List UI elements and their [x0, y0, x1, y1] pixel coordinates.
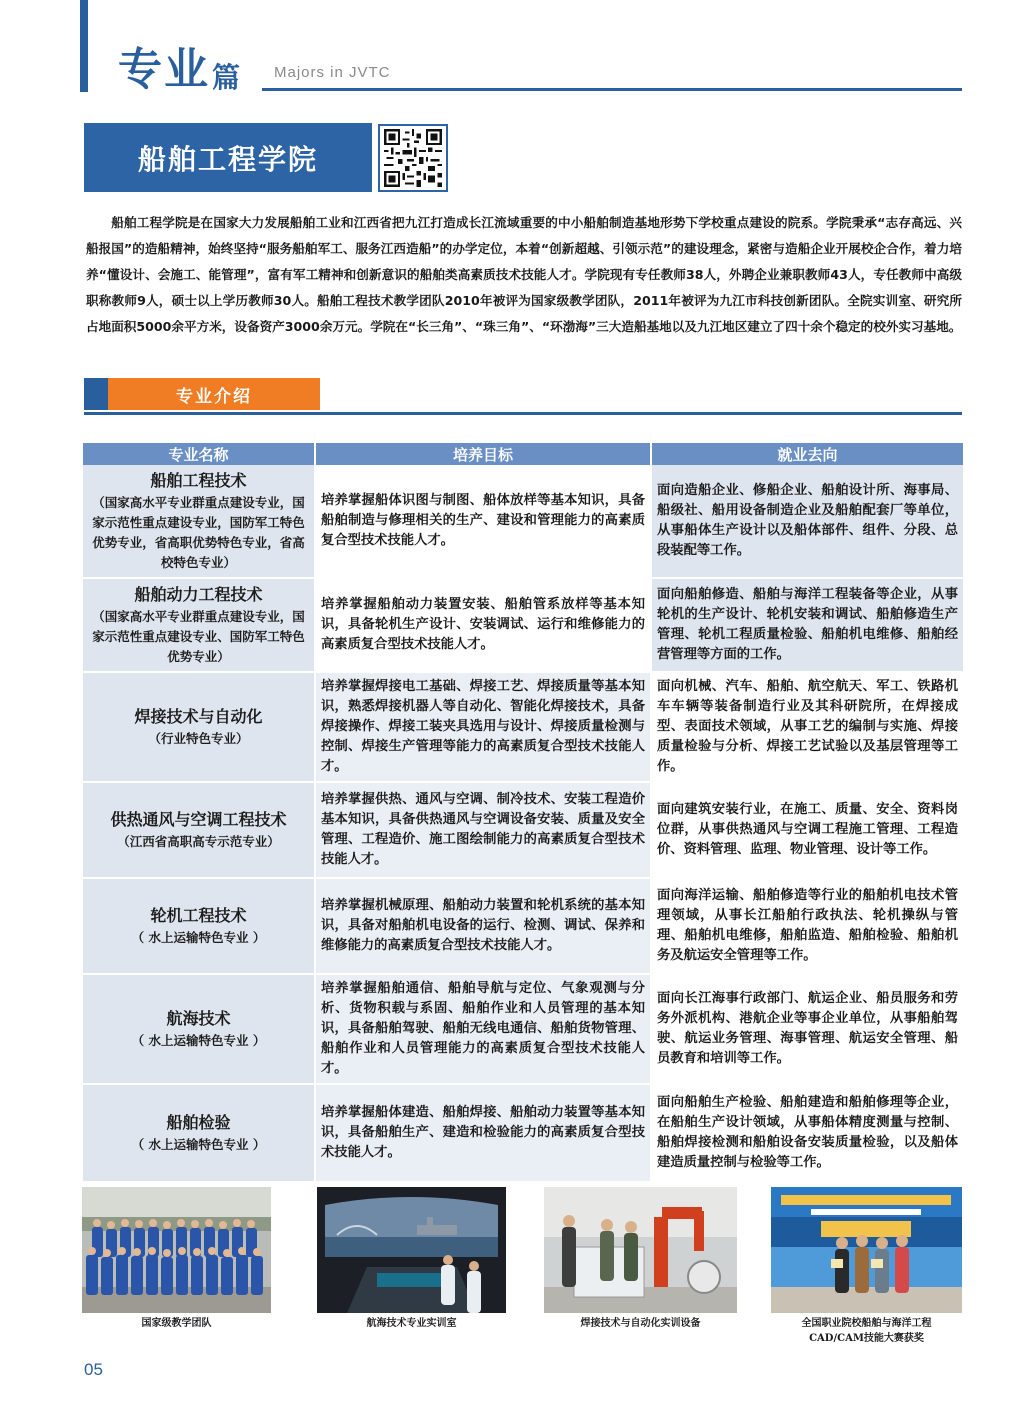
table-row: [83, 878, 963, 974]
page-number: 05: [84, 1360, 103, 1379]
major-note: （江西省高职高专示范专业）: [117, 834, 280, 849]
page-subtitle-en: Majors in JVTC: [274, 64, 391, 81]
training-goal: 培养掌握船体识图与制图、船体放样等基本知识，具备船舶制造与修理相关的生产、建设和管理能力的高素质复合型技术技能人才。: [315, 465, 651, 578]
photo-navigation-lab: [317, 1187, 506, 1313]
table-row: [83, 974, 963, 1084]
major-cell: [83, 578, 315, 672]
photo-caption-line: 全国职业院校船舶与海洋工程: [801, 1318, 932, 1329]
major-cell: [83, 672, 315, 782]
college-name: 船舶工程学院: [137, 142, 318, 176]
major-name: 船舶检验: [166, 1113, 231, 1132]
major-name: 船舶动力工程技术: [134, 585, 263, 604]
major-name: 轮机工程技术: [150, 906, 247, 925]
table-row: [83, 465, 963, 578]
college-intro-paragraph: 船舶工程学院是在国家大力发展船舶工业和江西省把九江打造成长江流域重要的中小船舶制造基地形势下学校重点建设的院系。学院秉承“志存高远、兴船报国”的造船精神，始终坚持“服务船舶军工、服务江西造船”的办学定位，本着“创新超越、引领示范”的建设理念，紧密与造船企业开展校企合作，着力培养“懂设计、会施工、能管理”，富有军工精神和创新意识的船舶类高素质技术技能人才。学院现有专任教师38人，外聘企业兼职教师43人，专任教师中高级职称教师9人，硕士以上学历教师30人。船舶工程技术教学团队2010年被评为国家级教学团队，2011年被评为九江市科技创新团队。全院实训室、研究所占地面积5000余平方米，设备资产3000余万元。学院在“长三角”、“珠三角”、“环渤海”三大造船基地以及九江地区建立了四十余个稳定的校外实习基地。: [86, 215, 962, 334]
section-header-accent: [84, 378, 108, 410]
major-note: （国家高水平专业群重点建设专业，国家示范性重点建设专业，国防军工特色优势专业，省高职优势特色专业，省高校特色专业）: [92, 495, 305, 570]
page-title-suffix: 篇: [212, 61, 241, 94]
career-direction: 面向建筑安装行业，在施工、质量、安全、资料岗位群，从事供热通风与空调工程施工管理、工程造价、资料管理、监理、物业管理、设计等工作。: [651, 782, 963, 878]
training-goal: 培养掌握船体建造、船舶焊接、船舶动力装置等基本知识，具备船舶生产、建造和检验能力的高素质复合型技术技能人才。: [315, 1084, 651, 1182]
section-header: [84, 378, 962, 416]
header-rule: [262, 88, 962, 91]
qr-code[interactable]: [378, 124, 448, 192]
column-header-name: 专业名称: [83, 443, 315, 465]
table-row: [83, 782, 963, 878]
training-goal: 培养掌握焊接电工基础、焊接工艺、焊接质量等基本知识，熟悉焊接机器人等自动化、智能化焊接技术，具备焊接操作、焊接工装夹具选用与设计、焊接质量检测与控制、焊接生产管理等能力的高素质复合型技术技能人才。: [315, 672, 651, 782]
major-note: （国家高水平专业群重点建设专业，国家示范性重点建设专业、国防军工特色优势专业）: [92, 609, 305, 664]
major-cell: [83, 782, 315, 878]
column-header-goal: 培养目标: [315, 443, 651, 465]
photo-caption-line: CAD/CAM技能大赛获奖: [809, 1333, 924, 1344]
training-goal: 培养掌握船舶通信、船舶导航与定位、气象观测与分析、货物积载与系固、船舶作业和人员管理的基本知识，具备船舶驾驶、船舶无线电通信、船舶货物管理、船舶作业和人员管理能力的高素质复合型技术技能人才。: [315, 974, 651, 1084]
training-goal: 培养掌握船舶动力装置安装、船舶管系放样等基本知识，具备轮机生产设计、安装调试、运行和维修能力的高素质复合型技术技能人才。: [315, 578, 651, 672]
majors-table: [83, 443, 963, 1183]
career-direction: 面向长江海事行政部门、航运企业、船员服务和劳务外派机构、港航企业等事企业单位，从事船舶驾驶、航运业务管理、海事管理、航运安全管理、船员教育和培训等工作。: [651, 974, 963, 1084]
major-name: 供热通风与空调工程技术: [110, 810, 287, 829]
major-cell: [83, 465, 315, 578]
section-rule: [84, 412, 962, 415]
career-direction: 面向船舶生产检验、船舶建造和船舶修理等企业，在船舶生产设计领域，从事船体精度测量与控制、船舶焊接检测和船舶设备安装质量检验，以及船体建造质量控制与检验等工作。: [651, 1084, 963, 1182]
career-direction: 面向海洋运输、船舶修造等行业的船舶机电技术管理领域，从事长江船舶行政执法、轮机操纵与管理、船舶机电维修，船舶监造、船舶检验、船舶机务及航运安全管理等工作。: [651, 878, 963, 974]
table-header-row: [83, 443, 963, 465]
college-banner: [84, 123, 372, 192]
major-name: 航海技术: [166, 1009, 231, 1028]
major-note: （ 水上运输特色专业 ）: [131, 1137, 266, 1152]
career-direction: 面向船舶修造、船舶与海洋工程装备等企业，从事轮机的生产设计、轮机安装和调试、船舶修造生产管理、轮机工程质量检验、船舶机电维修、船舶经营管理等方面的工作。: [651, 578, 963, 672]
page-title-main: 专业: [118, 44, 210, 95]
major-note: （ 水上运输特色专业 ）: [131, 930, 266, 945]
photo-caption: 焊接技术与自动化实训设备: [580, 1318, 701, 1329]
section-title: 专业介绍: [176, 386, 252, 407]
photo-teaching-team: [82, 1187, 271, 1313]
photo-caption: 国家级教学团队: [141, 1318, 212, 1329]
career-direction: 面向造船企业、修船企业、船舶设计所、海事局、船级社、船用设备制造企业及船舶配套厂等单位，从事船体生产设计以及船体部件、组件、分段、总段装配等工作。: [651, 465, 963, 578]
page-title: [118, 36, 241, 95]
section-title-box: [108, 378, 320, 410]
header-accent-bar: [80, 0, 88, 92]
photo-caption: 航海技术专业实训室: [366, 1318, 457, 1329]
major-name: 焊接技术与自动化: [134, 707, 263, 726]
major-cell: [83, 1084, 315, 1182]
major-note: （行业特色专业）: [148, 731, 249, 746]
photo-caption: [760, 1316, 973, 1346]
major-cell: [83, 878, 315, 974]
qr-code-image: [383, 129, 443, 187]
career-direction: 面向机械、汽车、船舶、航空航天、军工、铁路机车车辆等装备制造行业及其科研院所，在焊接成型、表面技术领域，从事工艺的编制与实施、焊接质量检验与分析、焊接工艺试验以及基层管理等工作。: [651, 672, 963, 782]
training-goal: 培养掌握供热、通风与空调、制冷技术、安装工程造价基本知识，具备供热通风与空调设备安装、质量及安全管理、工程造价、施工图绘制能力的高素质复合型技术技能人才。: [315, 782, 651, 878]
major-cell: [83, 974, 315, 1084]
table-row: [83, 672, 963, 782]
training-goal: 培养掌握机械原理、船舶动力装置和轮机系统的基本知识，具备对船舶机电设备的运行、检测、调试、保养和维修能力的高素质复合型技术技能人才。: [315, 878, 651, 974]
major-note: （ 水上运输特色专业 ）: [131, 1033, 266, 1048]
photo-welding-equipment: [544, 1187, 737, 1313]
column-header-job: 就业去向: [651, 443, 963, 465]
photo-cad-award: [771, 1187, 962, 1313]
major-name: 船舶工程技术: [150, 471, 247, 490]
table-row: [83, 1084, 963, 1182]
table-row: [83, 578, 963, 672]
